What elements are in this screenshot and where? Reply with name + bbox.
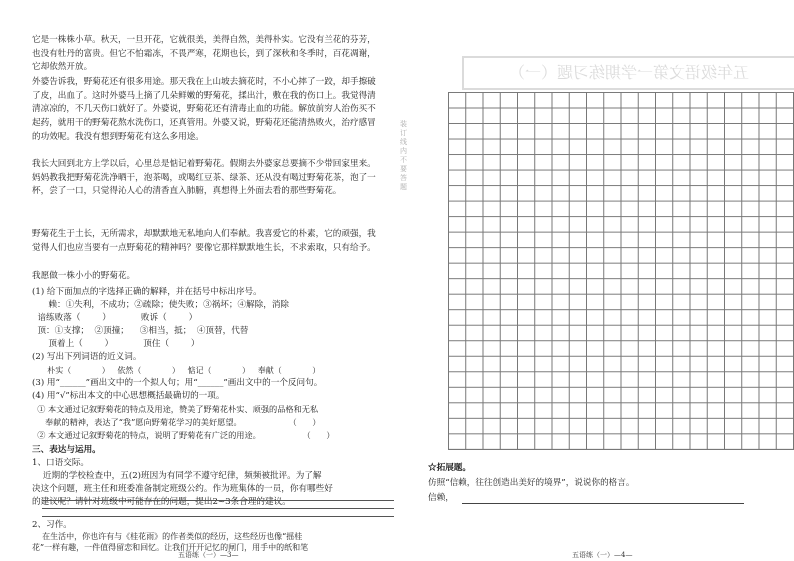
question-1-blanks-b: 顶着上（ ） 顶住（ ）	[32, 339, 200, 349]
oral-communication-heading: 1、口语交际。	[32, 458, 90, 468]
question-1-options-b: 顶：①支撑； ②顶撞； ③相当，抵； ④顶替，代替	[32, 326, 249, 336]
answer-line-3[interactable]	[42, 516, 394, 517]
reading-paragraph-4: 野菊花生于土长，无所需求，却默默地无私地向人们奉献。我喜爱它的朴素，它的顽强，我觉得人们也应当要有一点野菊花的精神吗？要像它那样默默地生长，不求索取，只有给予。	[32, 229, 376, 253]
composition-text-1: 在生活中，你也许有与《桂花雨》的作者类似的经历，这些经历也像“摇桂	[32, 532, 303, 541]
question-4-option-1: ① 本文通过记叙野菊花的特点及用途，赞美了野菊花朴实、顽强的品格和无私	[32, 404, 319, 414]
bleed-through-title: 五年级语文第一学期练习题（一）	[462, 56, 794, 90]
answer-line-2[interactable]	[42, 508, 394, 509]
extension-fill-label: 信赖，	[428, 493, 454, 503]
reading-paragraph-5: 我愿做一株小小的野菊花。	[32, 271, 136, 281]
binding-margin-note: 装 订 线 内 不 要 答 题	[400, 120, 407, 191]
question-1-options-a: 赖：①失利，不成功；②疏除；使失败；③祸坏；④解除，消除	[32, 300, 290, 310]
oral-communication-text-1: 近期的学校检查中，五(2)班因为有同学不遵守纪律，频频被批评。为了解	[32, 471, 322, 481]
question-4-option-1-cont: 奉献的精神，表达了“我”愿向野菊花学习的美好愿望。 （ ）	[32, 417, 321, 427]
question-4: (4) 用“√”标出本文的中心思想概括最确切的一项。	[32, 391, 225, 401]
extension-answer-line[interactable]	[462, 503, 744, 504]
question-1: (1) 给下面加点的字选择正确的解释，并在括号中标出序号。	[32, 287, 262, 297]
question-2-blanks: 朴实（ ） 依然（ ） 惦记（ ） 奉献（ ）	[32, 366, 321, 375]
question-1-blanks-a: 谙练败落（ ） 败诉（ ）	[32, 313, 198, 323]
reading-paragraph-2: 外婆告诉我，野菊花还有很多用途。那天我在上山坡去摘花时，不小心摔了一跤，却手擦破了皮，出血了。这时外婆马上摘了几朵鲜嫩的野菊花，揉出汁，敷在我的伤口上。我觉得清清凉凉的，不几天伤口就好了。外婆说，野菊花还有清毒止血的功能。解放前穷人治伤买不起药，就用干的野菊花熬水洗伤口，还真管用。外婆又说，野菊花还能清热败火，治疗感冒的功效呢。我没有想到野菊花有这么多用途。	[32, 77, 376, 142]
composition-grid[interactable]	[448, 92, 794, 450]
extension-prompt: 仿照“信赖，往往创造出美好的境界”，说说你的格言。	[428, 478, 635, 488]
answer-line-1[interactable]	[42, 500, 394, 501]
question-2: (2) 写出下列词语的近义词。	[32, 352, 142, 362]
page-footer-right: 五语练（一）—4—	[572, 551, 633, 559]
reading-paragraph-3: 我长大回到北方上学以后，心里总是惦记着野菊花。假期去外婆家总要摘不少带回家里来。妈妈教我把野菊花洗净晒干，泡茶喝，或喝红豆茶、绿茶、还从没有喝过野菊花茶，泡了一杯，尝了一口，只觉得沁人心的清香直入肺腑，真想得上外面去看的那些野菊花。	[32, 159, 376, 197]
page-footer-left: 五语练（一）—3—	[178, 551, 239, 559]
composition-text-2: 花”一样有趣，一件值得留恋和回忆。让我们开开记忆的闸门，用手中的纸和笔	[32, 543, 309, 552]
extension-heading: ☆拓展题。	[428, 463, 471, 473]
section-3-heading: 三、表达与运用。	[32, 445, 101, 455]
composition-heading: 2、习作。	[32, 520, 72, 530]
question-3: (3) 用“______”画出文中的一个拟人句；用“______”画出文中的一个反问句。	[32, 378, 323, 388]
oral-communication-text-2: 决这个问题，班主任和班委准备制定班级公约。作为班集体的一员，你有哪些好	[32, 484, 333, 494]
reading-paragraph-1: 它是一株株小草。秋天，一旦开花，它就很美，美得自然，美得朴实。它没有兰花的芬芳，也没有牡丹的富贵。但它不怕霜冻，不畏严寒，花期也长，到了深秋和冬季时，百花凋谢，它却依然开放。	[32, 35, 376, 73]
oral-communication-text-3: 的建议呢？请针对班级中可能存在的问题，提出2~3条合理的建议。	[32, 497, 291, 507]
question-4-option-2: ② 本文通过记叙野菊花的特点，说明了野菊花有广泛的用途。 （ ）	[32, 430, 335, 440]
